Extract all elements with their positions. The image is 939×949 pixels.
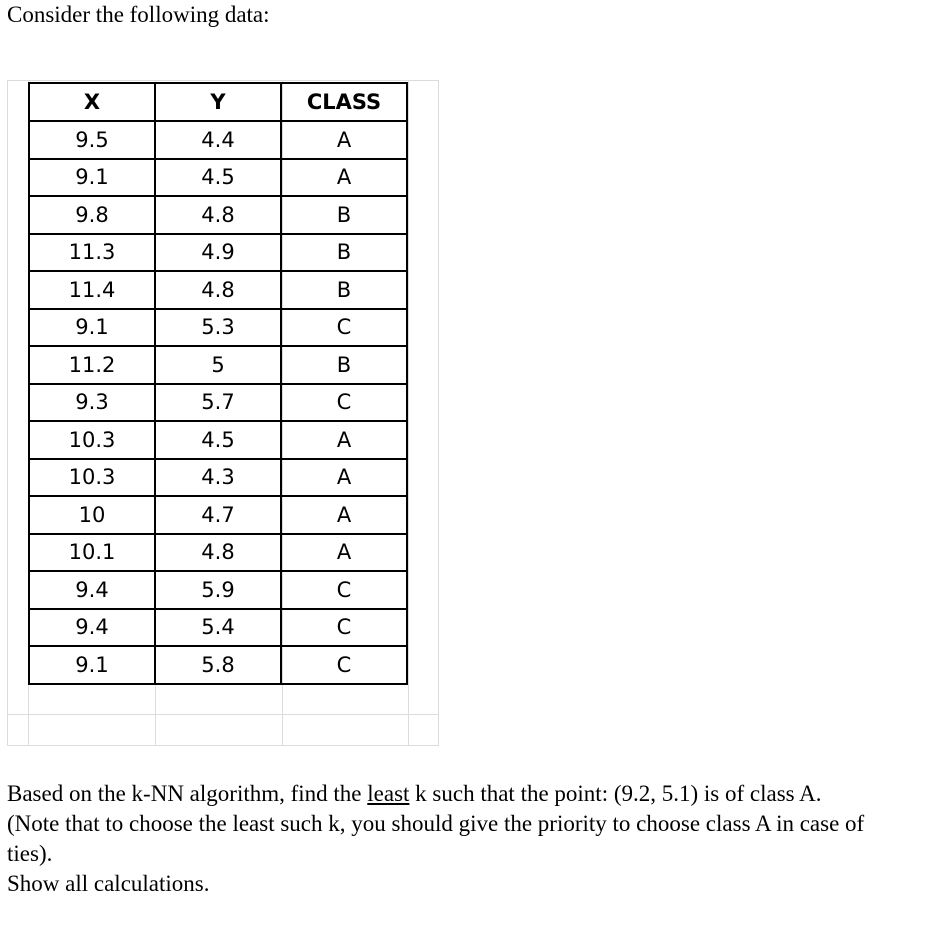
cell-y: 5.8 (155, 646, 281, 684)
table-row (29, 121, 407, 159)
table-row (29, 271, 407, 309)
cell-x: 9.1 (29, 309, 155, 347)
cell-y: 5.7 (155, 384, 281, 422)
cell-y: 4.5 (155, 421, 281, 459)
cell-y: 5 (155, 346, 281, 384)
table-row (29, 234, 407, 272)
table-row (29, 534, 407, 572)
cell-class: A (281, 159, 407, 197)
cell-y: 4.4 (155, 121, 281, 159)
cell-class: B (281, 346, 407, 384)
question-underlined-word: least (367, 781, 410, 806)
cell-x: 10 (29, 496, 155, 534)
cell-class: A (281, 496, 407, 534)
cell-class: A (281, 421, 407, 459)
cell-y: 4.8 (155, 271, 281, 309)
table-row (29, 309, 407, 347)
cell-y: 4.9 (155, 234, 281, 272)
cell-x: 11.3 (29, 234, 155, 272)
cell-x: 9.4 (29, 571, 155, 609)
cell-x: 9.1 (29, 646, 155, 684)
column-header-class: CLASS (281, 83, 407, 121)
cell-y: 4.3 (155, 459, 281, 497)
cell-class: A (281, 459, 407, 497)
cell-x: 9.5 (29, 121, 155, 159)
table-row (29, 384, 407, 422)
table-row (29, 646, 407, 684)
cell-x: 9.3 (29, 384, 155, 422)
cell-class: B (281, 234, 407, 272)
question-text (7, 779, 907, 899)
cell-class: C (281, 609, 407, 647)
table-row (29, 421, 407, 459)
cell-x: 10.1 (29, 534, 155, 572)
cell-y: 5.9 (155, 571, 281, 609)
question-part-1: Based on the k-NN algorithm, find the (7, 781, 368, 806)
question-part-2: k such that the point: (9.2, 5.1) is of class A. (409, 781, 822, 806)
cell-x: 11.4 (29, 271, 155, 309)
data-table (28, 82, 408, 685)
cell-y: 5.4 (155, 609, 281, 647)
question-note: (Note that to choose the least such k, you should give the priority to choose class A in case of ties). (7, 811, 865, 866)
cell-x: 9.4 (29, 609, 155, 647)
cell-class: A (281, 121, 407, 159)
table-row (29, 609, 407, 647)
cell-y: 4.8 (155, 196, 281, 234)
cell-class: C (281, 384, 407, 422)
table-row (29, 571, 407, 609)
cell-class: C (281, 571, 407, 609)
intro-text: Consider the following data: (7, 2, 270, 27)
question-line (7, 779, 907, 809)
cell-y: 4.8 (155, 534, 281, 572)
table-row (29, 346, 407, 384)
table-row (29, 196, 407, 234)
cell-y: 4.7 (155, 496, 281, 534)
table-row (29, 496, 407, 534)
cell-class: C (281, 646, 407, 684)
cell-class: C (281, 309, 407, 347)
cell-y: 4.5 (155, 159, 281, 197)
table-body (29, 121, 407, 684)
cell-class: B (281, 271, 407, 309)
column-header-x: X (29, 83, 155, 121)
cell-x: 9.8 (29, 196, 155, 234)
cell-x: 10.3 (29, 459, 155, 497)
cell-x: 11.2 (29, 346, 155, 384)
cell-x: 10.3 (29, 421, 155, 459)
question-instruction: Show all calculations. (7, 871, 210, 896)
table-header-row (29, 83, 407, 121)
cell-class: B (281, 196, 407, 234)
cell-class: A (281, 534, 407, 572)
column-header-y: Y (155, 83, 281, 121)
cell-x: 9.1 (29, 159, 155, 197)
table-row (29, 459, 407, 497)
cell-y: 5.3 (155, 309, 281, 347)
table-row (29, 159, 407, 197)
